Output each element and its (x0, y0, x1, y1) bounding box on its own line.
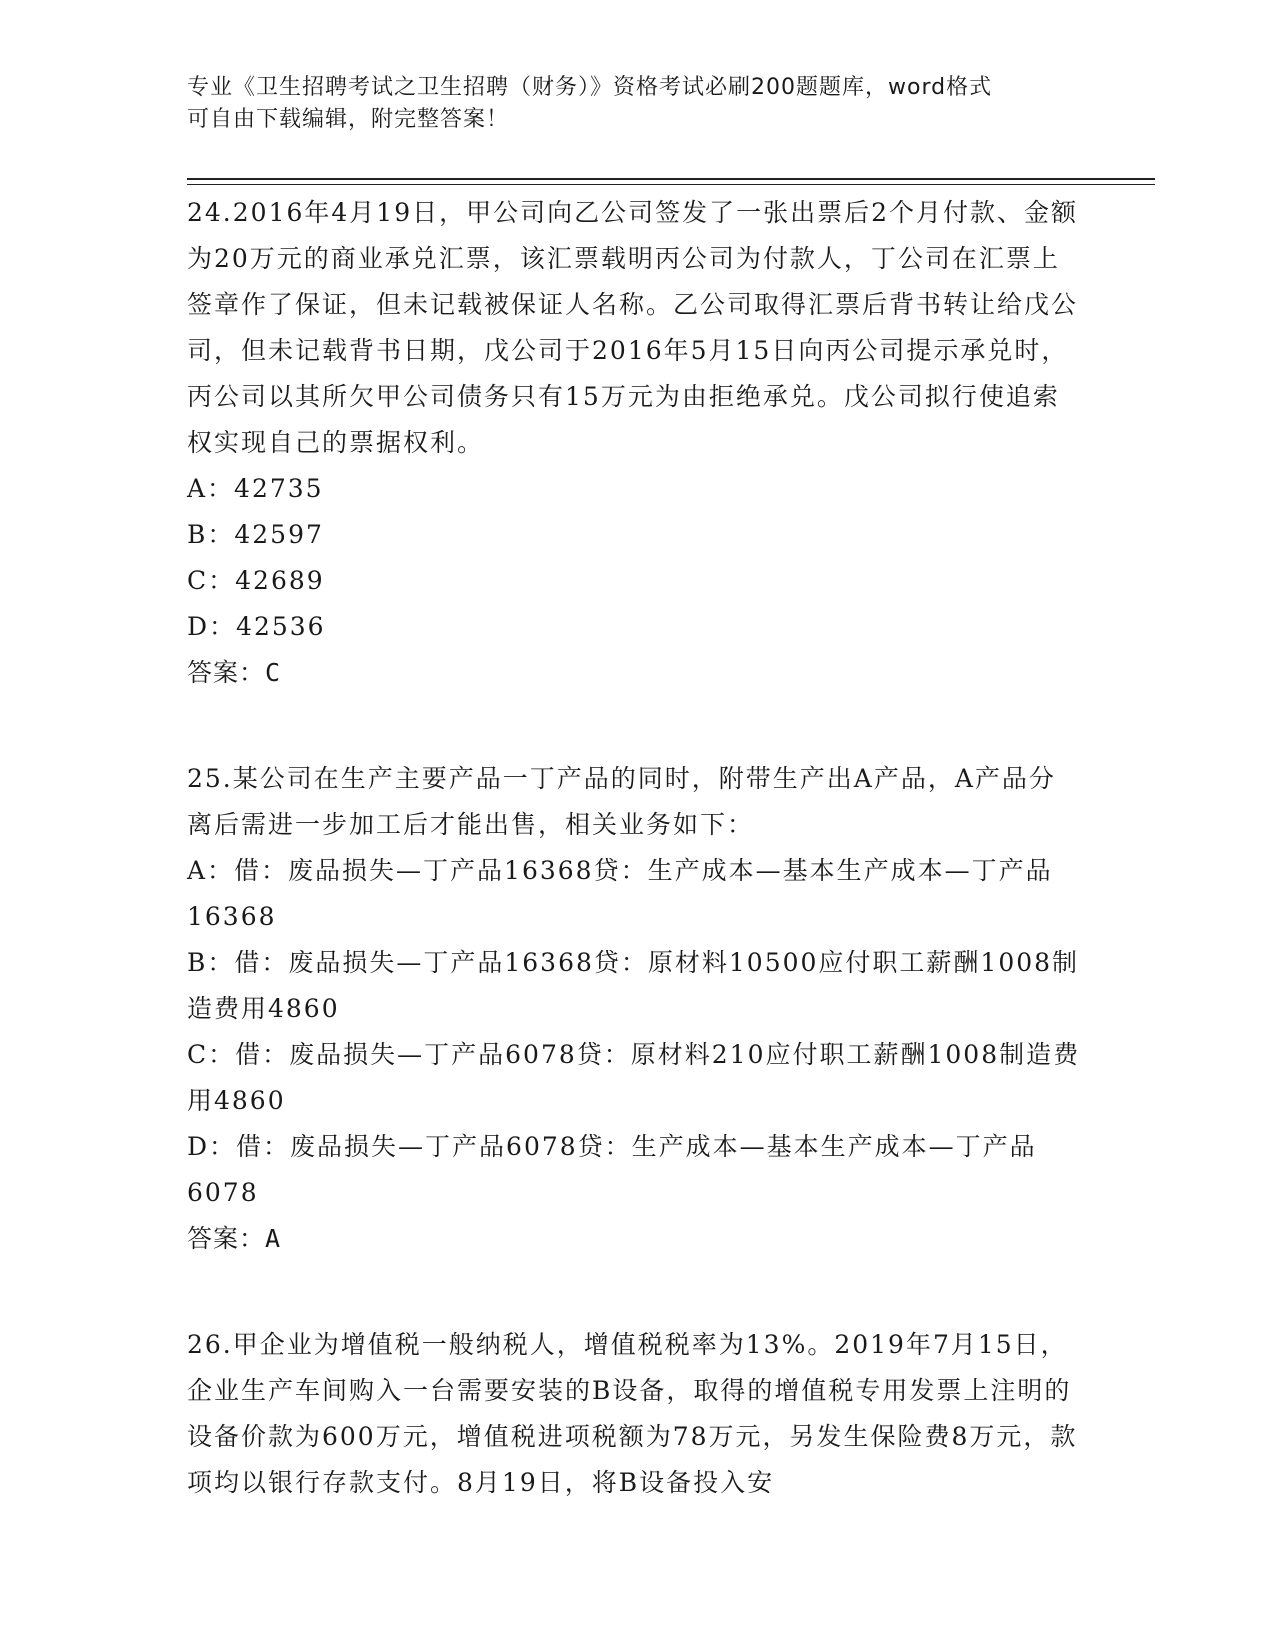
question-26 (187, 1322, 1082, 1506)
answer-value: A (265, 1224, 282, 1253)
answer-label: 答案： (187, 658, 266, 687)
question-text: 26.甲企业为增值税一般纳税人，增值税税率为13%。2019年7月15日，企业生产车间购入一台需要安装的B设备，取得的增值税专用发票上注明的设备价款为600万元，增值税进项税额为78万元，另发生保险费8万元，款项均以银行存款支付。8月19日，将B设备投入安 (187, 1330, 1078, 1497)
answer-line (187, 650, 1082, 696)
answer-line (187, 1216, 1082, 1262)
option-d: D：42536 (187, 612, 326, 641)
question-list (187, 186, 1082, 1506)
option-d: D：借：废品损失—丁产品6078贷：生产成本—基本生产成本—丁产品6078 (187, 1132, 1037, 1207)
header-divider-thick (187, 178, 1155, 180)
answer-label: 答案： (187, 1224, 266, 1253)
answer-value: C (265, 658, 282, 687)
option-b: B：借：废品损失—丁产品16368贷：原材料10500应付职工薪酬1008制造费用4860 (187, 948, 1080, 1023)
question-25 (187, 756, 1082, 1262)
option-b: B：42597 (187, 520, 324, 549)
option-c: C：42689 (187, 566, 325, 595)
question-24 (187, 190, 1082, 696)
option-a: A：借：废品损失—丁产品16368贷：生产成本—基本生产成本—丁产品16368 (187, 856, 1053, 931)
question-text: 25.某公司在生产主要产品一丁产品的同时，附带生产出A产品，A产品分离后需进一步加工后才能出售，相关业务如下： (187, 764, 1056, 839)
header-line-1: 专业《卫生招聘考试之卫生招聘（财务）》资格考试必刷200题题库，word格式 (187, 75, 993, 100)
option-a: A：42735 (187, 474, 324, 503)
option-c: C：借：废品损失—丁产品6078贷：原材料210应付职工薪酬1008制造费用4860 (187, 1040, 1081, 1115)
document-header (187, 72, 1067, 136)
question-text: 24.2016年4月19日，甲公司向乙公司签发了一张出票后2个月付款、金额为20万元的商业承兑汇票，该汇票载明丙公司为付款人，丁公司在汇票上签章作了保证，但未记载被保证人名称。乙公司取得汇票后背书转让给戊公司，但未记载背书日期，戊公司于2016年5月15日向丙公司提示承兑时，丙公司以其所欠甲公司债务只有15万元为由拒绝承兑。戊公司拟行使追索权实现自己的票据权利。 (187, 198, 1079, 457)
header-divider-thin (187, 184, 1155, 185)
header-line-2: 可自由下载编辑，附完整答案！ (187, 107, 510, 132)
